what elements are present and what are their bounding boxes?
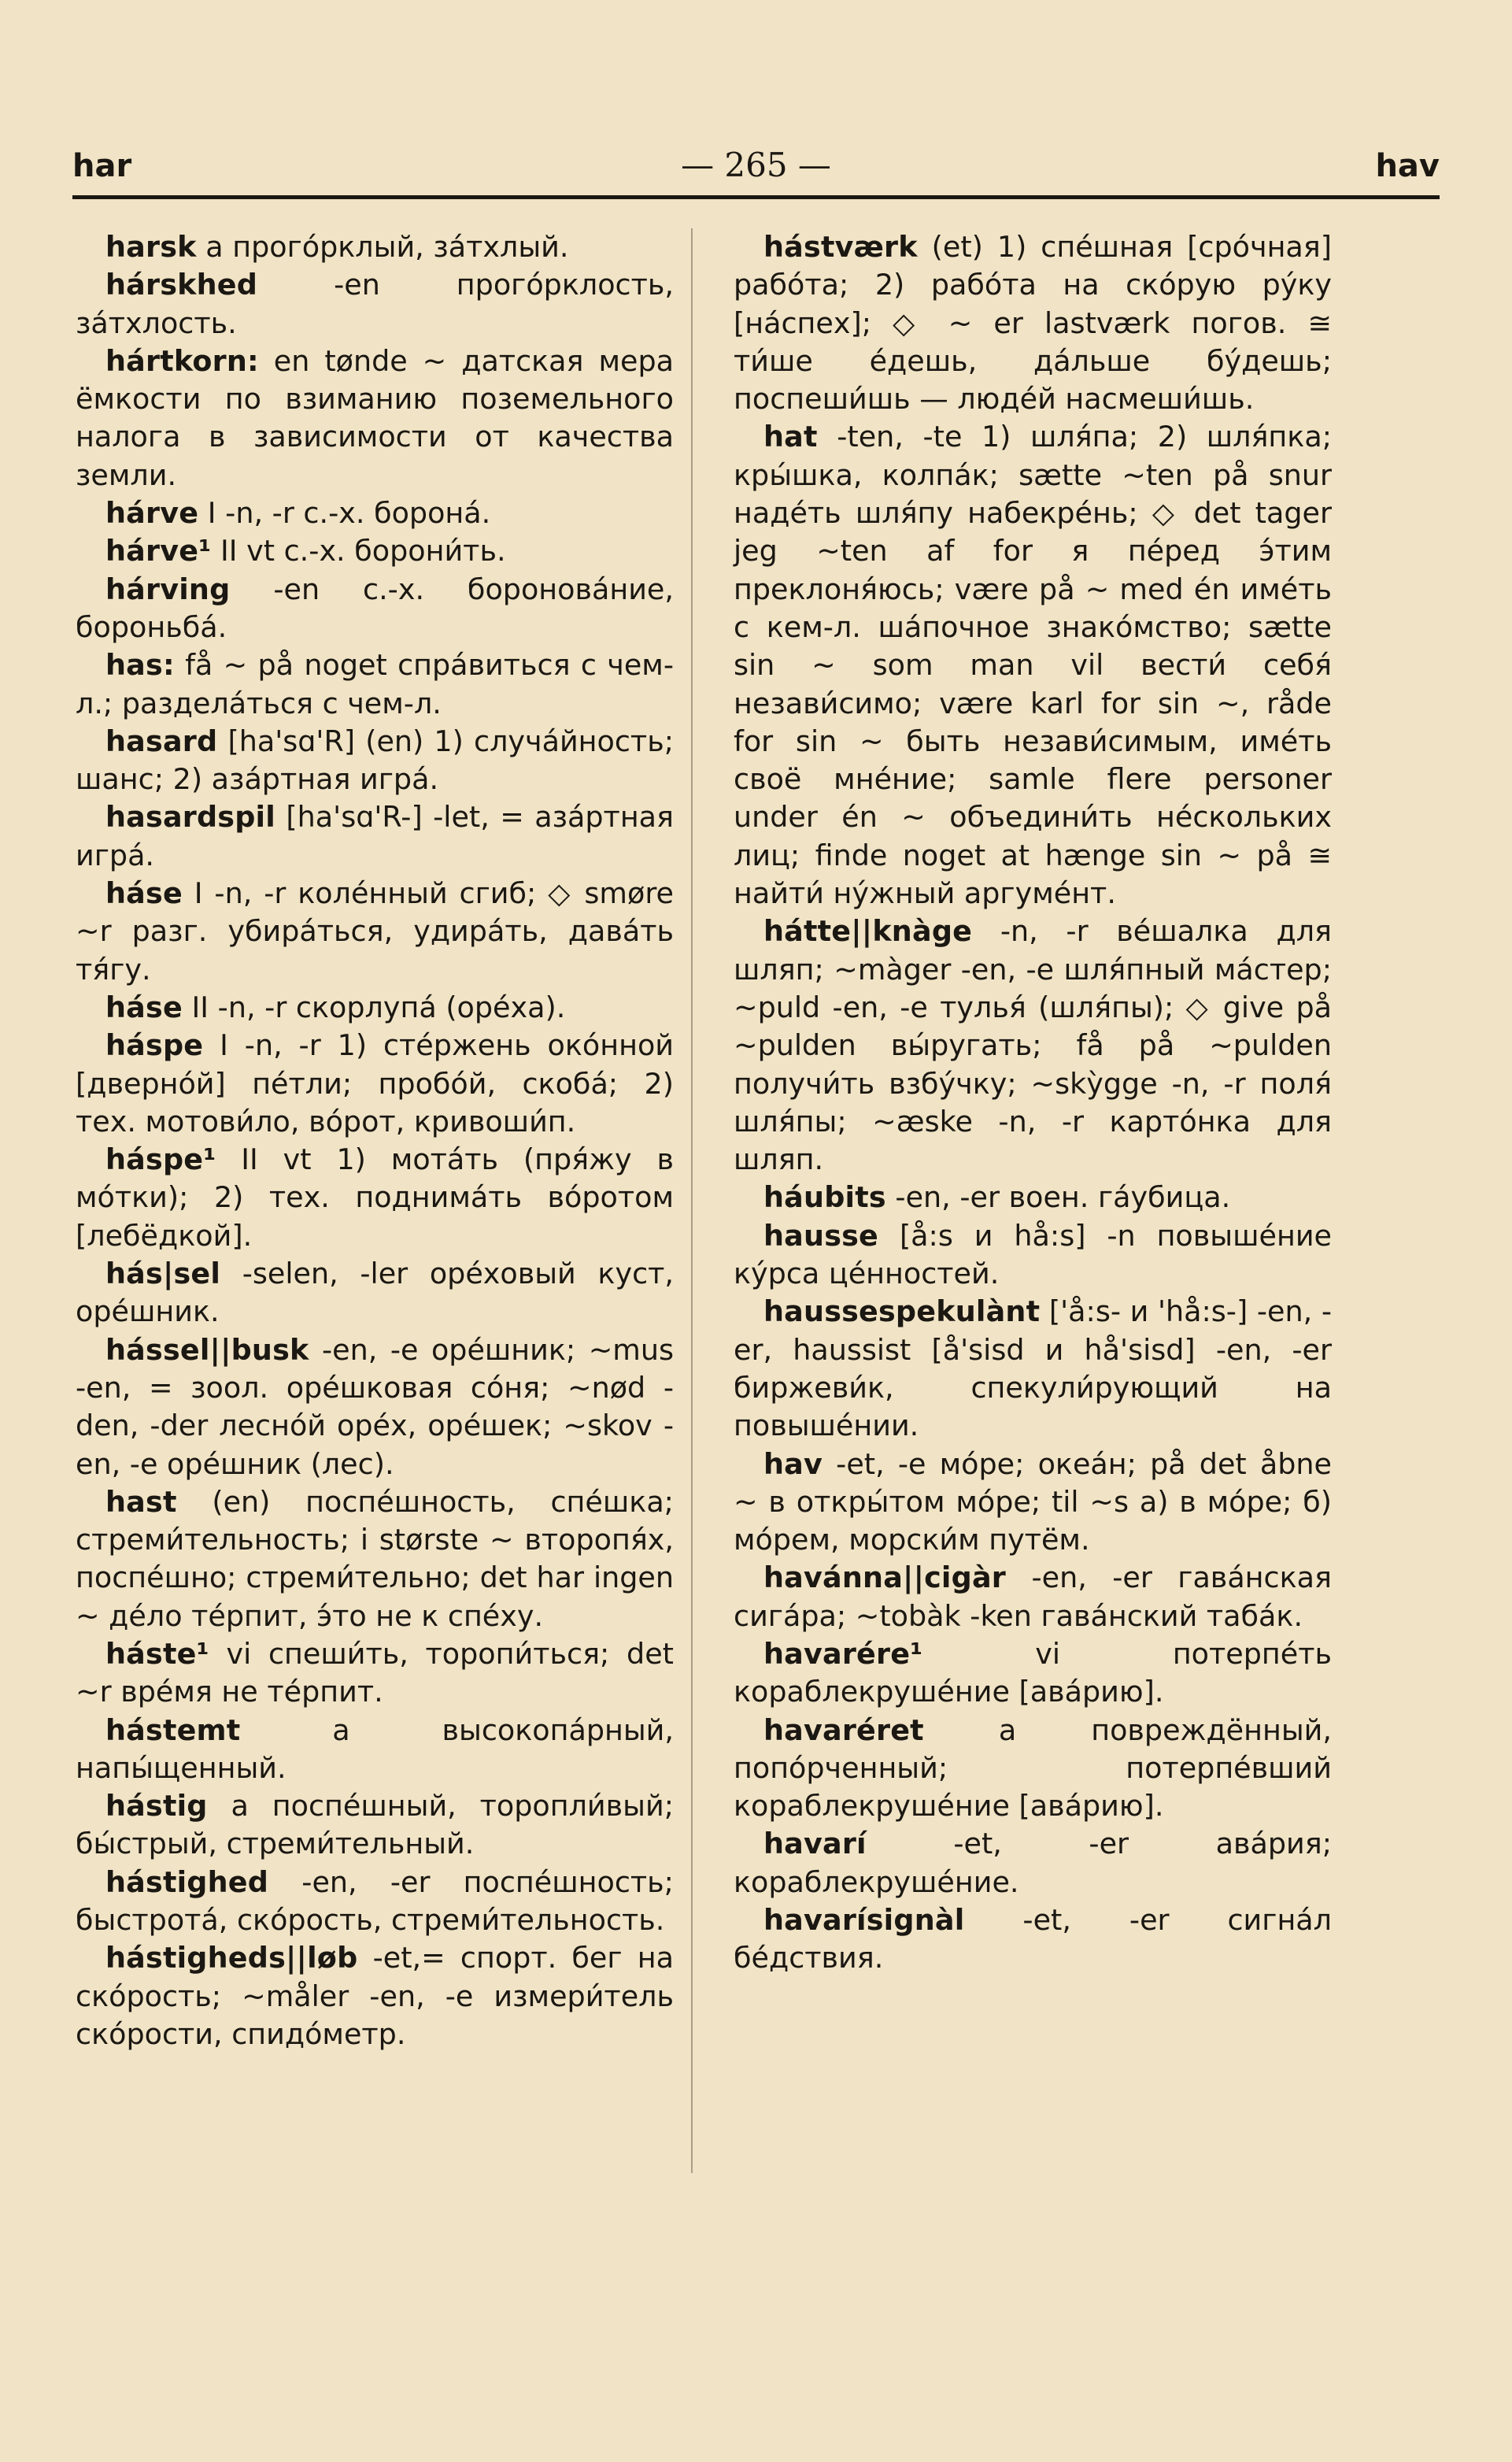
entry-headword: havarí xyxy=(763,1827,867,1861)
dictionary-entry xyxy=(76,875,674,989)
entry-headword: havaréret xyxy=(763,1712,924,1747)
right-column xyxy=(734,228,1332,1978)
dictionary-entry xyxy=(734,1446,1332,1560)
entry-headword: háspe¹ xyxy=(105,1142,216,1177)
entry-definition: en tønde ~ датская мера ёмкости по взиманию поземельного налога в зависимости от качества земли. xyxy=(76,343,674,492)
dictionary-entry xyxy=(76,1712,674,1788)
dictionary-entry xyxy=(734,1635,1332,1712)
entry-headword: haussespekulànt xyxy=(763,1294,1041,1329)
dictionary-entry xyxy=(76,494,674,532)
entry-definition: -en, -er воен. гáубица. xyxy=(895,1180,1231,1215)
dictionary-entry xyxy=(76,1864,674,1940)
dictionary-entry xyxy=(76,1787,674,1864)
entry-headword: háspe xyxy=(105,1028,204,1063)
entry-headword: hav xyxy=(763,1446,823,1481)
entry-headword: hássel||busk xyxy=(105,1332,309,1367)
entry-definition: -selen, -ler орéховый куст, орéшник. xyxy=(76,1257,675,1329)
entry-definition: -et, -er сигнáл бéдствия. xyxy=(734,1903,1332,1975)
entry-definition: -en с.-х. боронова́ние, бороньбá. xyxy=(76,572,674,644)
entry-definition: -ten, -te 1) шля́па; 2) шля́пка; кры́шка, колпáк; sætte ~ten på snur надéть шля́пу набекрéнь; ◇ det tager jeg ~ten af for я пéред э́тим преклоня́юсь; være på ~ med én имéть с кем-л. шáпочное знакóмство; sætte sin ~ som man vil вести́ себя́ незави́симо; være karl for sin ~, råde for sin ~ быть незави́симым, имéть своё мнéние; samle flere personer under én ~ объедини́ть нéскольких лиц; finde noget at hænge sin ~ på ≅ найти́ нýжный аргумéнт. xyxy=(734,420,1332,911)
entry-definition: a повреждённый, попóрченный; потерпéвший кораблекрушéние [авáрию]. xyxy=(734,1712,1333,1823)
header-left-word: har xyxy=(72,148,132,184)
entry-headword: hástværk xyxy=(763,230,918,264)
entry-headword: havarísignàl xyxy=(763,1903,965,1938)
dictionary-entry xyxy=(76,646,674,723)
entry-headword: hástig xyxy=(105,1789,208,1823)
dictionary-entry xyxy=(734,1559,1332,1635)
dictionary-entry xyxy=(734,913,1332,1179)
dictionary-entry xyxy=(76,798,674,875)
entry-headword: harsk xyxy=(105,230,197,264)
dictionary-entry xyxy=(734,1825,1332,1901)
entry-headword: háste¹ xyxy=(105,1636,209,1671)
entry-definition: få ~ på noget спрáвиться с чем-л.; разделáться с чем-л. xyxy=(76,648,674,720)
entry-definition: -et, -e мóре; океáн; på det åbne ~ в откры́том мóре; til ~s а) в мóре; б) мóрем, морски́м путём. xyxy=(734,1446,1332,1557)
entry-definition: -et,= спорт. бег на скóрость; ~måler -en, -e измери́тель скóрости, спидóметр. xyxy=(76,1941,674,2051)
dictionary-entry xyxy=(76,1483,674,1635)
dictionary-entry xyxy=(734,1293,1332,1445)
entry-definition: -en, -er гавáнская сигáра; ~tobàk -ken гавáнский табáк. xyxy=(734,1561,1332,1633)
dictionary-entry xyxy=(76,1939,674,2053)
entry-definition: ['å:s- и 'hå:s-] -en, -er, haussist [å'sisd и hå'sisd] -en, -er биржеви́к, спекули́рующий на повышéнии. xyxy=(734,1294,1332,1443)
entry-headword: has: xyxy=(105,648,175,683)
dictionary-entry xyxy=(76,532,674,570)
dictionary-entry xyxy=(734,228,1332,418)
dictionary-entry xyxy=(76,1331,674,1483)
entry-definition: a прогóрклый, зáтхлый. xyxy=(205,230,569,264)
entry-headword: hárve¹ xyxy=(105,534,212,568)
dictionary-entry xyxy=(76,989,674,1027)
dictionary-entry xyxy=(76,266,674,342)
entry-definition: I -n, -r 1) стéржень окóнной [двернóй] пéтли; пробóй, скобá; 2) тех. мотови́ло, вóрот, кривоши́п. xyxy=(76,1028,674,1138)
dictionary-entry xyxy=(734,418,1332,913)
entry-headword: hat xyxy=(763,420,818,454)
entry-definition: -en, -e орéшник; ~mus -en, = зоол. орéшковая сóня; ~nød -den, -der леснóй орéх, орéшек; ~skov -en, -e орéшник (лес). xyxy=(76,1332,674,1481)
entry-definition: -n, -r вéшалка для шляп; ~màger -en, -e шля́пный мáстер; ~puld -en, -e тулья́ (шля́пы); ◇ give på ~pulden вы́ругать; få på ~pulden получи́ть взбýчку; ~skỳgge -n, -r поля́ шля́пы; ~æske -n, -r картóнка для шляп. xyxy=(734,914,1332,1177)
entry-headword: hasardspil xyxy=(105,800,275,835)
dictionary-entry xyxy=(76,571,674,647)
page-number: — 265 — xyxy=(681,146,831,184)
entry-definition: I -n, -r колéнный сгиб; ◇ smøre ~r разг. убирáться, удирáть, давáть тя́гу. xyxy=(76,876,674,987)
entry-headword: hast xyxy=(105,1484,177,1519)
entry-definition: I -n, -r с.-х. боронá. xyxy=(207,496,491,531)
entry-headword: hátte||knàge xyxy=(763,914,973,949)
dictionary-entry xyxy=(734,1901,1332,1978)
entry-definition: [å:s и hå:s] -n повышéние кýрса цéнностей. xyxy=(734,1218,1332,1291)
entry-headword: hártkorn: xyxy=(105,343,259,378)
entry-definition: vi потерпéть кораблекрушéние [авáрию]. xyxy=(734,1636,1332,1709)
dictionary-entry xyxy=(76,342,674,494)
entry-headword: hás|sel xyxy=(105,1257,221,1291)
column-divider xyxy=(691,228,693,2173)
entry-definition: [ha'sɑ'R] (en) 1) случáйность; шанс; 2) азáртная игрá. xyxy=(76,724,675,797)
entry-headword: havánna||cigàr xyxy=(763,1561,1007,1595)
entry-definition: -et, -er авáрия; кораблекрушéние. xyxy=(734,1827,1332,1899)
entry-headword: hárskhed xyxy=(105,268,258,302)
dictionary-entry xyxy=(76,723,674,799)
entry-headword: hástigheds||løb xyxy=(105,1941,358,1975)
entry-headword: hástemt xyxy=(105,1712,241,1747)
entry-definition: II vt 1) мотáть (пря́жу в мóтки); 2) тех. поднимáть вóротом [лебёдкой]. xyxy=(76,1142,674,1253)
page-header xyxy=(72,140,1440,199)
entry-headword: hausse xyxy=(763,1218,879,1253)
dictionary-entry xyxy=(76,228,674,266)
entry-definition: II vt с.-х. борони́ть. xyxy=(220,534,506,568)
entry-headword: hárving xyxy=(105,572,231,606)
entry-definition: (et) 1) спéшная [срóчная] рабóта; 2) рабóта на скóрую рýку [нáспех]; ◇ ~ er lastværk погов. ≅ ти́ше éдешь, дáльше бýдешь; поспеши́шь — людéй насмеши́шь. xyxy=(734,230,1332,417)
entry-definition: vi спеши́ть, торопи́ться; det ~r врéмя не тéрпит. xyxy=(76,1636,674,1709)
entry-definition: -en, -er поспéшность; быстротá, скóрость, стреми́тельность. xyxy=(76,1864,674,1938)
dictionary-entry xyxy=(76,1027,674,1141)
entry-definition: (en) поспéшность, спéшка; стреми́тельность; i største ~ второпя́х, поспéшно; стреми́тельно; det har ingen ~ дéло тéрпит, э́то не к спéху. xyxy=(76,1484,674,1633)
entry-headword: hárve xyxy=(105,496,199,531)
entry-headword: háse xyxy=(105,990,183,1024)
left-column xyxy=(76,228,674,2053)
dictionary-entry xyxy=(76,1635,674,1712)
entry-definition: [ha'sɑ'R-] -let, = азáртная игрá. xyxy=(76,800,675,872)
entry-definition: -en прогóрклость, зáтхлость. xyxy=(76,268,674,340)
dictionary-entry xyxy=(734,1179,1332,1216)
dictionary-entry xyxy=(734,1217,1332,1294)
entry-headword: hástighed xyxy=(105,1864,269,1899)
entry-definition: II -n, -r скорлупá (орéха). xyxy=(191,990,566,1024)
entry-headword: hasard xyxy=(105,724,218,758)
entry-headword: háse xyxy=(105,876,183,911)
entry-definition: a поспéшный, торопли́вый; бы́стрый, стреми́тельный. xyxy=(76,1789,675,1861)
dictionary-entry xyxy=(76,1141,674,1255)
entry-headword: háubits xyxy=(763,1180,886,1215)
header-right-word: hav xyxy=(1375,148,1440,184)
entry-headword: havarére¹ xyxy=(763,1636,923,1671)
dictionary-entry xyxy=(734,1712,1332,1826)
entry-definition: a высокопáрный, напы́щенный. xyxy=(76,1712,674,1785)
dictionary-entry xyxy=(76,1255,674,1331)
